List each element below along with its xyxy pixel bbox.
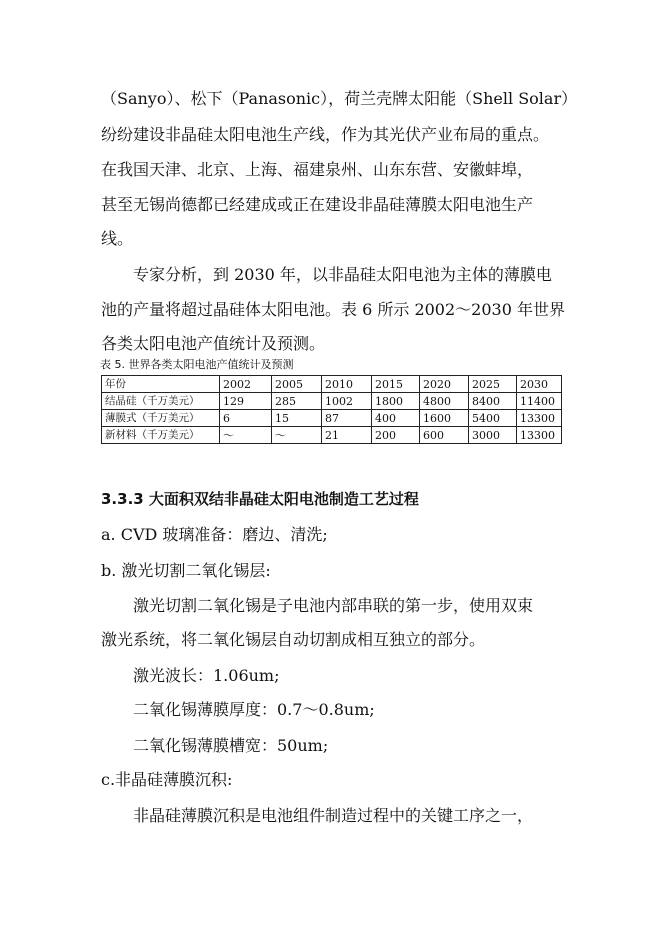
table-caption: 表 5. 世界各类太阳电池产值统计及预测 [100, 358, 294, 371]
table-cell: 11400 [517, 393, 562, 410]
table-row [102, 410, 562, 427]
table-cell: ～ [220, 427, 272, 444]
table-cell: 21 [322, 427, 372, 444]
table-cell: 87 [322, 410, 372, 427]
paragraph-line: 线。 [101, 229, 134, 248]
table-header-cell: 2030 [517, 376, 562, 393]
paragraph-line: 非晶硅薄膜沉积是电池组件制造过程中的关键工序之一， [133, 806, 534, 825]
table-cell: 1002 [322, 393, 372, 410]
paragraph-line: 专家分析，到 2030 年，以非晶硅太阳电池为主体的薄膜电 [133, 265, 552, 284]
table-header-row [102, 376, 562, 393]
table-row [102, 393, 562, 410]
table-header-cell: 2025 [469, 376, 517, 393]
paragraph-line: 激光系统，将二氧化锡层自动切割成相互独立的部分。 [101, 630, 486, 649]
table-cell: 8400 [469, 393, 517, 410]
table-cell: 13300 [517, 427, 562, 444]
production-value-table [101, 375, 562, 444]
spec-groove-width: 二氧化锡薄膜槽宽：50um; [133, 736, 329, 755]
table-header-cell: 2020 [420, 376, 469, 393]
list-item-c: c.非晶硅薄膜沉积: [101, 770, 233, 789]
table-header-cell: 2015 [372, 376, 420, 393]
table-cell: 1800 [372, 393, 420, 410]
table-cell: 6 [220, 410, 272, 427]
spec-wavelength: 激光波长：1.06um; [133, 666, 280, 685]
table-header-cell: 2002 [220, 376, 272, 393]
table-row-label: 结晶硅（千万美元） [102, 393, 220, 410]
table-cell: 3000 [469, 427, 517, 444]
table-cell: 1600 [420, 410, 469, 427]
table-cell: 4800 [420, 393, 469, 410]
paragraph-line: 甚至无锡尚德都已经建成或正在建设非晶硅薄膜太阳电池生产 [101, 195, 534, 214]
table-cell: 5400 [469, 410, 517, 427]
paragraph-line: 池的产量将超过晶硅体太阳电池。表 6 所示 2002～2030 年世界 [101, 300, 565, 319]
list-item-a: a. CVD 玻璃准备：磨边、清洗; [101, 525, 328, 544]
table-cell: 400 [372, 410, 420, 427]
table-cell: 200 [372, 427, 420, 444]
table-cell: 15 [272, 410, 322, 427]
table-header-cell: 2005 [272, 376, 322, 393]
table-cell: 600 [420, 427, 469, 444]
table-header-cell: 2010 [322, 376, 372, 393]
paragraph-line: （Sanyo）、松下（Panasonic），荷兰壳牌太阳能（Shell Solar） [101, 89, 578, 108]
table-cell: 285 [272, 393, 322, 410]
table-cell: ～ [272, 427, 322, 444]
table-cell: 129 [220, 393, 272, 410]
table-row [102, 427, 562, 444]
paragraph-line: 激光切割二氧化锡是子电池内部串联的第一步，使用双束 [133, 596, 534, 615]
table-row-label: 新材料（千万美元） [102, 427, 220, 444]
paragraph-line: 在我国天津、北京、上海、福建泉州、山东东营、安徽蚌埠， [101, 160, 534, 179]
table-row-label: 薄膜式（千万美元） [102, 410, 220, 427]
table-cell: 13300 [517, 410, 562, 427]
spec-thickness: 二氧化锡薄膜厚度：0.7～0.8um; [133, 700, 375, 719]
table-header-cell: 年份 [102, 376, 220, 393]
paragraph-line: 各类太阳电池产值统计及预测。 [101, 334, 326, 353]
list-item-b: b. 激光切割二氧化锡层: [101, 561, 271, 580]
section-heading: 3.3.3 大面积双结非晶硅太阳电池制造工艺过程 [101, 490, 419, 508]
paragraph-line: 纷纷建设非晶硅太阳电池生产线，作为其光伏产业布局的重点。 [101, 125, 550, 144]
